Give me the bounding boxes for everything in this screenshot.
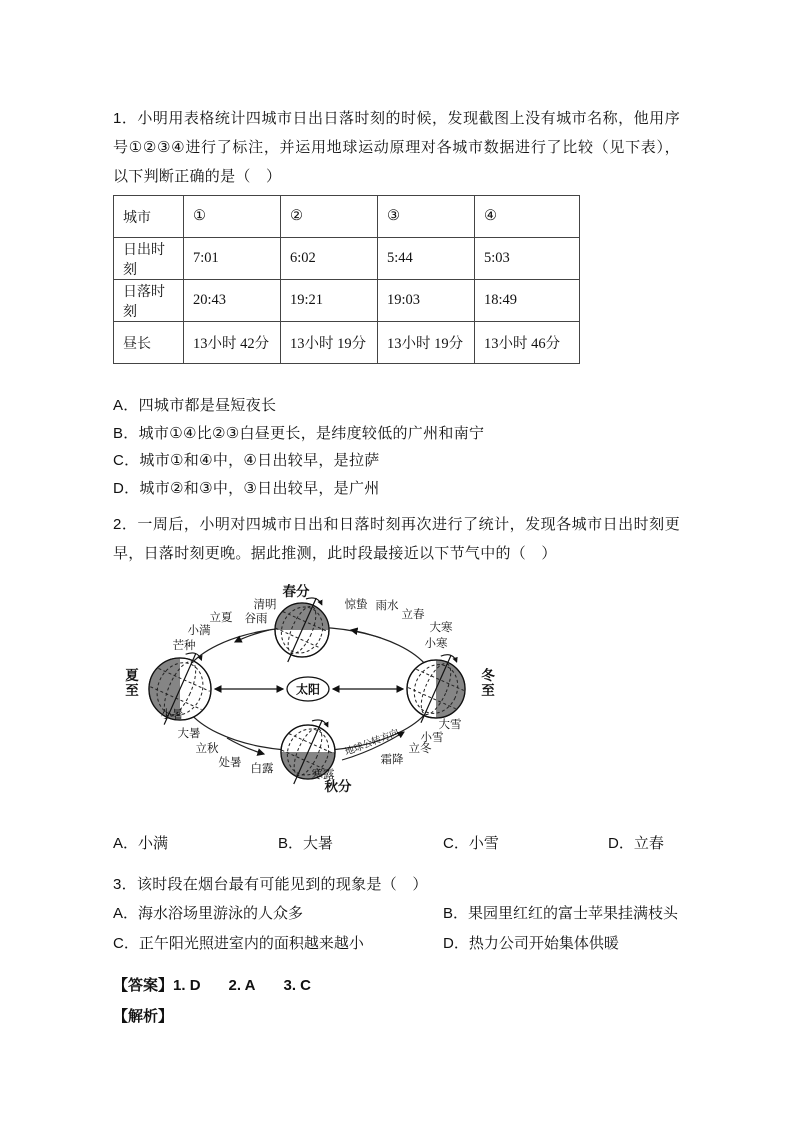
answer-item: 3. C — [283, 977, 311, 994]
term-xiaoshu: 小暑 — [160, 709, 184, 721]
q3-options-row-2 — [113, 929, 680, 959]
term-xiaoman: 小满 — [187, 625, 211, 637]
table-header-cell: 城市 — [114, 196, 184, 238]
table-cell: 13小时 19分 — [378, 322, 475, 364]
term-qingming: 清明 — [253, 599, 277, 611]
table-row — [114, 196, 580, 238]
orbit-arrow-icon — [351, 630, 381, 638]
table-row — [114, 238, 580, 280]
option-item: C．城市①和④中，④日出较早，是拉萨 — [113, 452, 380, 469]
answer-item: 1. D — [173, 977, 201, 994]
table-row — [114, 322, 580, 364]
answer-item: 2. A — [228, 977, 256, 994]
term-mangzhong: 芒种 — [172, 640, 196, 652]
term-yushui: 雨水 — [375, 600, 399, 612]
table-row — [114, 280, 580, 322]
table-cell: 13小时 19分 — [281, 322, 378, 364]
term-shuangjiang: 霜降 — [380, 754, 404, 766]
table-cell: 13小时 42分 — [184, 322, 281, 364]
table-header-cell: ① — [184, 196, 281, 238]
term-lixia: 立夏 — [209, 612, 233, 624]
table-header-cell: ④ — [475, 196, 580, 238]
table-cell: 5:03 — [475, 238, 580, 280]
term-dashu: 大暑 — [177, 728, 201, 740]
sun-label: 太阳 — [295, 682, 321, 697]
earth-summer-solstice-icon — [139, 642, 222, 736]
term-xiaohan: 小寒 — [424, 638, 448, 650]
term-xiazhi: 夏至 — [125, 668, 139, 698]
term-hanlu: 寒露 — [311, 769, 335, 781]
q2-options — [113, 830, 680, 858]
table-cell: 13小时 46分 — [475, 322, 580, 364]
solar-terms-orbit-diagram — [115, 584, 515, 816]
option-item: A．四城市都是昼短夜长 — [113, 397, 277, 414]
table-cell: 5:44 — [378, 238, 475, 280]
table-cell: 18:49 — [475, 280, 580, 322]
term-guyu: 谷雨 — [244, 613, 268, 625]
answer-line — [113, 971, 680, 1000]
term-dahan: 大寒 — [429, 622, 453, 634]
option-item: D．城市②和③中，③日出较早，是广州 — [113, 479, 380, 497]
option-item: B．大暑 — [278, 835, 334, 852]
q1-options — [113, 392, 680, 502]
option-item: D．立春 — [608, 835, 664, 852]
row-label-cell: 日落时刻 — [114, 280, 184, 322]
table-header-cell: ③ — [378, 196, 475, 238]
table-cell: 6:02 — [281, 238, 378, 280]
q3-options-row-1 — [113, 899, 680, 929]
option-item: B．城市①④比②③白昼更长，是纬度较低的广州和南宁 — [113, 424, 485, 442]
question-2-text: 2．一周后，小明对四城市日出和日落时刻再次进行了统计，发现各城市日出时刻更早，日落时刻更晚。据此推测，此时段最接近以下节气中的（ ） — [113, 516, 680, 562]
term-qiufen: 秋分 — [324, 779, 352, 794]
option-item: A．海水浴场里游泳的人众多 — [113, 905, 304, 922]
question-1-text: 1．小明用表格统计四城市日出日落时刻的时候，发现截图上没有城市名称，他用序号①②③④进行了标注，并运用地球运动原理对各城市数据进行了比较（见下表），以下判断正确的是（ ） — [113, 110, 680, 185]
row-label-cell: 日出时刻 — [114, 238, 184, 280]
q1-data-table — [113, 195, 580, 364]
option-item: D．热力公司开始集体供暖 — [443, 935, 619, 952]
term-dongzhi: 冬至 — [481, 668, 495, 698]
table-cell: 19:21 — [281, 280, 378, 322]
analysis-label: 【解析】 — [113, 1008, 174, 1025]
term-liqiu: 立秋 — [195, 743, 219, 755]
orbit-direction-label: 地球公转方向 — [343, 727, 401, 759]
term-daxue: 大雪 — [438, 719, 462, 731]
table-header-cell: ② — [281, 196, 378, 238]
term-lichun: 立春 — [401, 609, 425, 621]
option-item: B．果园里红红的富士苹果挂满枝头 — [443, 905, 679, 922]
term-chushu: 处暑 — [218, 757, 242, 769]
term-jingzhe: 惊蛰 — [344, 599, 368, 611]
answer-label: 【答案】 — [113, 977, 174, 994]
earth-winter-solstice-icon — [397, 645, 475, 734]
option-item: A．小满 — [113, 835, 169, 852]
option-item: C．小雪 — [443, 835, 499, 852]
term-bailu: 白露 — [250, 763, 274, 775]
table-cell: 20:43 — [184, 280, 281, 322]
question-3-text: 3．该时段在烟台最有可能见到的现象是（ ） — [113, 876, 428, 893]
table-cell: 19:03 — [378, 280, 475, 322]
term-xiaoxue: 小雪 — [420, 732, 444, 744]
option-item: C．正午阳光照进室内的面积越来越小 — [113, 935, 364, 952]
row-label-cell: 昼长 — [114, 322, 184, 364]
term-chunfen: 春分 — [282, 584, 310, 599]
table-cell: 7:01 — [184, 238, 281, 280]
term-lidong: 立冬 — [408, 743, 432, 755]
